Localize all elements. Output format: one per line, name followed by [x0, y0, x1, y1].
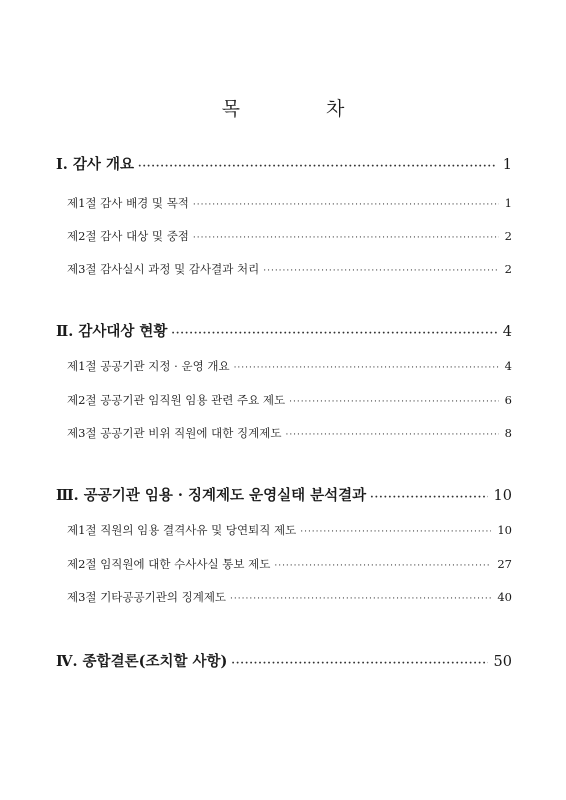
toc-section-2-1[interactable] — [67, 358, 512, 374]
dot-leader — [285, 430, 498, 440]
toc-title-part2: 차 — [326, 98, 345, 120]
dot-leader — [193, 200, 499, 210]
chapter-label: Ⅲ. 공공기관 임용 · 징계제도 운영실태 분석결과 — [56, 487, 367, 504]
dot-leader — [230, 594, 491, 604]
page-number: 40 — [497, 590, 512, 604]
page-number: 6 — [504, 393, 512, 407]
dot-leader — [193, 233, 499, 243]
dot-leader — [274, 561, 491, 571]
chapter-label: Ⅰ. 감사 개요 — [56, 156, 134, 173]
page-number: 10 — [493, 488, 512, 504]
toc-title-part1: 목 — [221, 98, 240, 120]
dot-leader — [234, 363, 499, 373]
toc-chapter-4[interactable] — [56, 650, 512, 671]
toc-section-2-2[interactable] — [67, 392, 512, 408]
toc-chapter-3[interactable] — [56, 484, 512, 505]
chapter-label: Ⅱ. 감사대상 현황 — [56, 323, 168, 340]
toc-section-1-1[interactable] — [67, 195, 512, 211]
dot-leader — [231, 658, 487, 669]
page-number: 1 — [504, 196, 512, 210]
toc-section-2-3[interactable] — [67, 425, 512, 441]
page-number: 10 — [497, 523, 512, 537]
page-number: 8 — [504, 426, 512, 440]
section-label: 제2절 임직원에 대한 수사사실 통보 제도 — [67, 557, 271, 571]
dot-leader — [370, 492, 487, 503]
toc-section-3-2[interactable] — [67, 556, 512, 572]
section-label: 제1절 공공기관 지정 · 운영 개요 — [67, 359, 230, 373]
page-number: 2 — [504, 229, 512, 243]
toc-section-1-3[interactable] — [67, 261, 512, 277]
dot-leader — [138, 161, 497, 172]
dot-leader — [289, 397, 499, 407]
section-label: 제1절 감사 배경 및 목적 — [67, 196, 189, 210]
section-label: 제2절 공공기관 임직원 임용 관련 주요 제도 — [67, 393, 286, 407]
page-number: 50 — [493, 654, 512, 670]
section-label: 제2절 감사 대상 및 중점 — [67, 229, 189, 243]
page-number: 2 — [504, 262, 512, 276]
section-label: 제1절 직원의 임용 결격사유 및 당연퇴직 제도 — [67, 523, 297, 537]
page-number: 4 — [502, 324, 512, 340]
chapter-label: Ⅳ. 종합결론(조치할 사항) — [56, 653, 228, 670]
dot-leader — [263, 266, 498, 276]
toc-chapter-1[interactable] — [56, 153, 512, 174]
section-label: 제3절 기타공공기관의 징계제도 — [67, 590, 227, 604]
section-label: 제3절 감사실시 과정 및 감사결과 처리 — [67, 262, 260, 276]
dot-leader — [300, 527, 491, 537]
page-number: 1 — [502, 157, 512, 173]
toc-section-1-2[interactable] — [67, 228, 512, 244]
dot-leader — [171, 328, 496, 339]
toc-section-3-3[interactable] — [67, 589, 512, 605]
toc-chapter-2[interactable] — [56, 320, 512, 341]
page-number: 27 — [497, 557, 512, 571]
toc-section-3-1[interactable] — [67, 522, 512, 538]
section-label: 제3절 공공기관 비위 직원에 대한 징계제도 — [67, 426, 282, 440]
page-number: 4 — [504, 359, 512, 373]
toc-title — [0, 94, 566, 121]
